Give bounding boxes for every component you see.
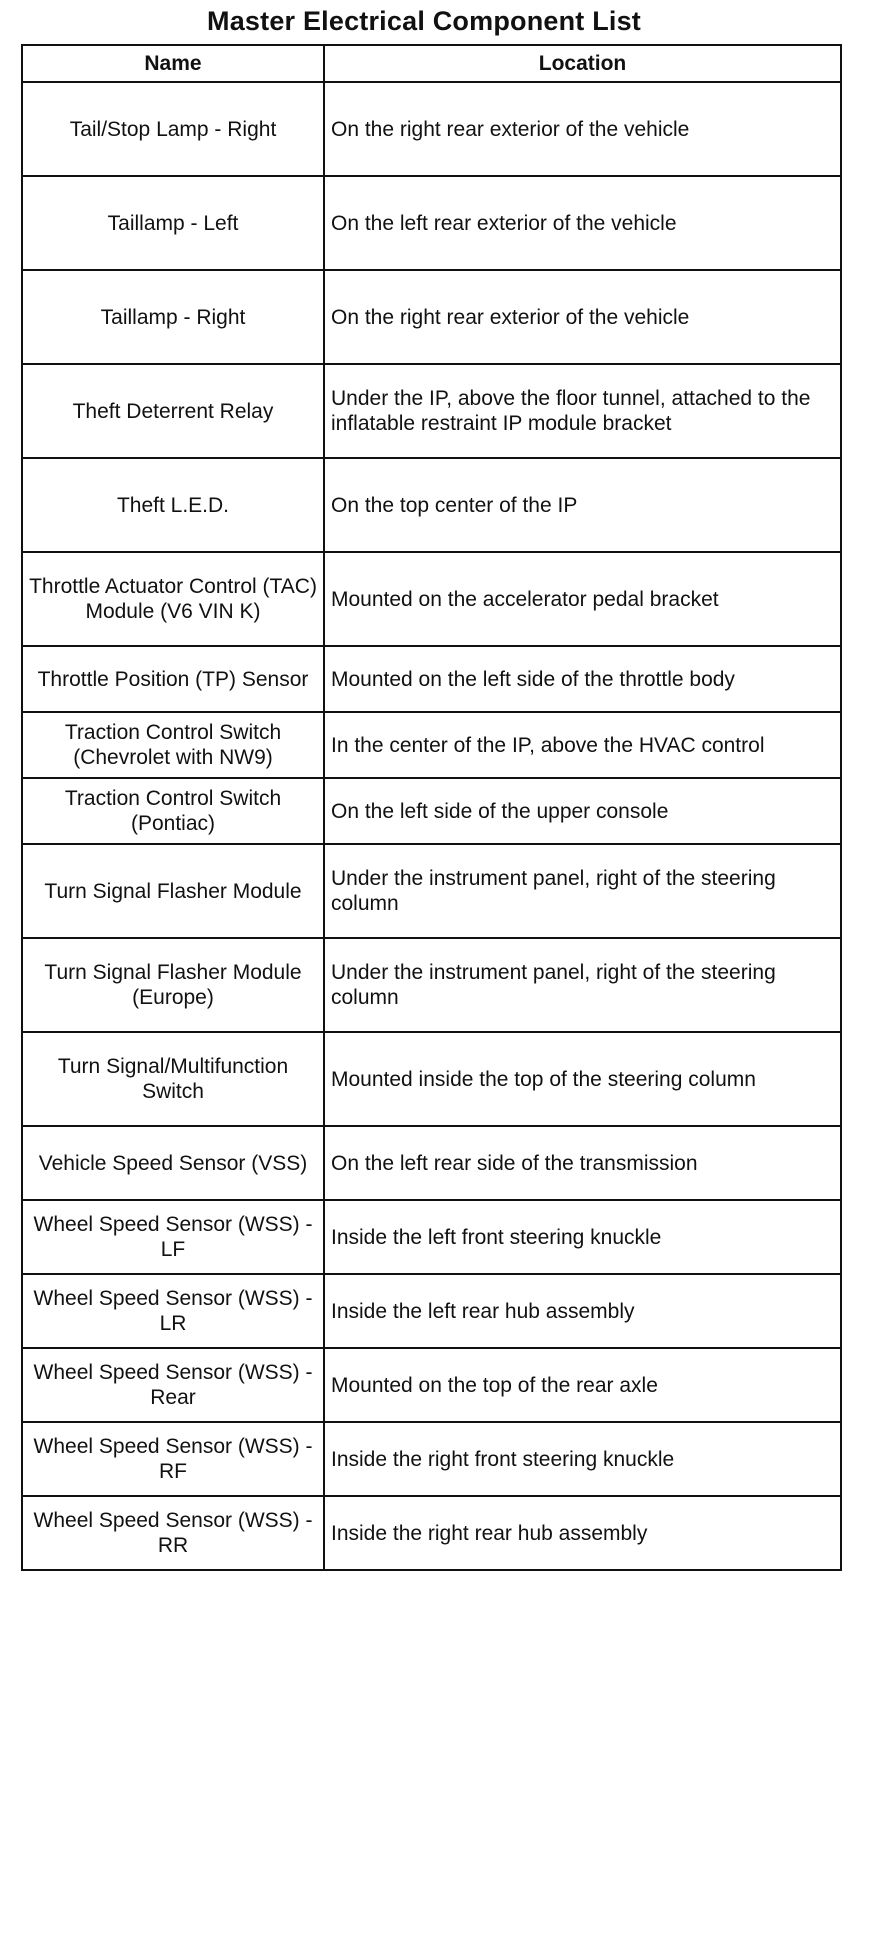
- component-name: Tail/Stop Lamp - Right: [22, 82, 324, 176]
- table-header-row: [22, 45, 841, 82]
- table-row: [22, 82, 841, 176]
- table-row: [22, 1348, 841, 1422]
- component-name: Traction Control Switch (Chevrolet with NW9): [22, 712, 324, 778]
- component-name: Turn Signal Flasher Module (Europe): [22, 938, 324, 1032]
- table-row: [22, 778, 841, 844]
- component-name: Wheel Speed Sensor (WSS) - LR: [22, 1274, 324, 1348]
- component-location: On the left side of the upper console: [324, 778, 841, 844]
- table-row: [22, 176, 841, 270]
- component-name: Turn Signal Flasher Module: [22, 844, 324, 938]
- component-location: Mounted inside the top of the steering column: [324, 1032, 841, 1126]
- table-row: [22, 938, 841, 1032]
- component-location: Inside the right rear hub assembly: [324, 1496, 841, 1570]
- component-name: Vehicle Speed Sensor (VSS): [22, 1126, 324, 1200]
- component-name: Wheel Speed Sensor (WSS) - Rear: [22, 1348, 324, 1422]
- table-row: [22, 844, 841, 938]
- table-row: [22, 552, 841, 646]
- table-row: [22, 364, 841, 458]
- component-location: On the right rear exterior of the vehicle: [324, 82, 841, 176]
- column-header-location: Location: [324, 45, 841, 82]
- component-location: Mounted on the top of the rear axle: [324, 1348, 841, 1422]
- column-header-name: Name: [22, 45, 324, 82]
- table-row: [22, 270, 841, 364]
- component-name: Wheel Speed Sensor (WSS) - LF: [22, 1200, 324, 1274]
- table-row: [22, 1032, 841, 1126]
- component-location: Under the instrument panel, right of the steering column: [324, 844, 841, 938]
- component-location: On the top center of the IP: [324, 458, 841, 552]
- component-name: Theft Deterrent Relay: [22, 364, 324, 458]
- table-row: [22, 1496, 841, 1570]
- component-location: Inside the left front steering knuckle: [324, 1200, 841, 1274]
- component-location: Mounted on the accelerator pedal bracket: [324, 552, 841, 646]
- component-location: Mounted on the left side of the throttle body: [324, 646, 841, 712]
- table-row: [22, 1274, 841, 1348]
- component-location: In the center of the IP, above the HVAC control: [324, 712, 841, 778]
- component-location: On the left rear side of the transmission: [324, 1126, 841, 1200]
- table-row: [22, 1422, 841, 1496]
- component-location: Under the instrument panel, right of the steering column: [324, 938, 841, 1032]
- component-name: Throttle Actuator Control (TAC) Module (V6 VIN K): [22, 552, 324, 646]
- table-row: [22, 1126, 841, 1200]
- component-name: Turn Signal/Multifunction Switch: [22, 1032, 324, 1126]
- page-title: Master Electrical Component List: [207, 6, 641, 36]
- component-name: Wheel Speed Sensor (WSS) - RF: [22, 1422, 324, 1496]
- component-name: Throttle Position (TP) Sensor: [22, 646, 324, 712]
- component-name: Taillamp - Right: [22, 270, 324, 364]
- component-table: [21, 44, 842, 1571]
- table-row: [22, 458, 841, 552]
- table-row: [22, 646, 841, 712]
- component-location: On the right rear exterior of the vehicle: [324, 270, 841, 364]
- component-location: On the left rear exterior of the vehicle: [324, 176, 841, 270]
- component-name: Theft L.E.D.: [22, 458, 324, 552]
- component-location: Inside the right front steering knuckle: [324, 1422, 841, 1496]
- table-row: [22, 712, 841, 778]
- component-name: Wheel Speed Sensor (WSS) - RR: [22, 1496, 324, 1570]
- component-location: Inside the left rear hub assembly: [324, 1274, 841, 1348]
- component-location: Under the IP, above the floor tunnel, attached to the inflatable restraint IP module bracket: [324, 364, 841, 458]
- table-row: [22, 1200, 841, 1274]
- component-name: Taillamp - Left: [22, 176, 324, 270]
- component-name: Traction Control Switch (Pontiac): [22, 778, 324, 844]
